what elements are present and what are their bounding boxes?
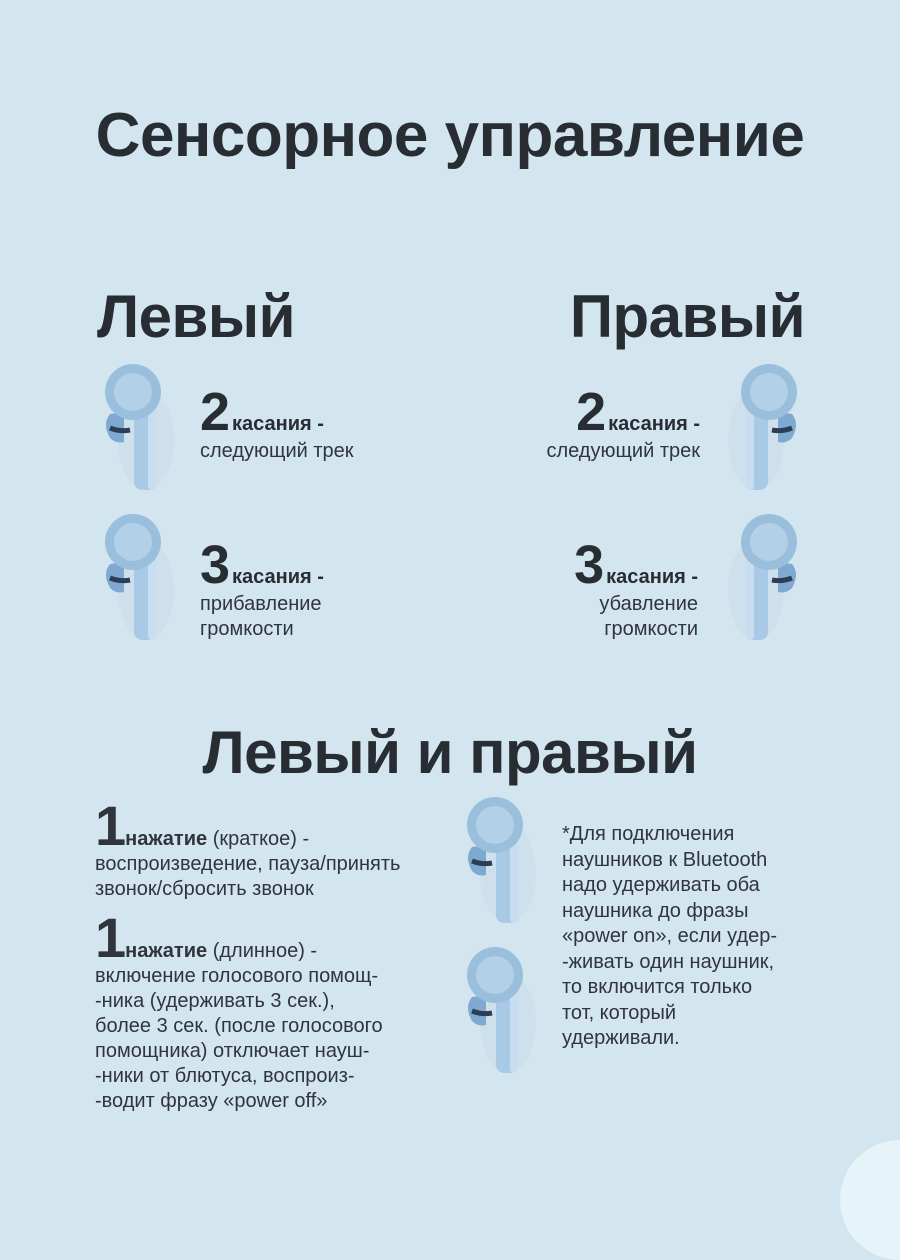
earbud-icon [462, 945, 542, 1075]
press-line: включение голосового помощ- [95, 965, 379, 987]
long-press-block [95, 906, 435, 1114]
note-line: то включится только [562, 976, 753, 998]
press-label: нажатие [125, 828, 208, 850]
press-line: более 3 сек. (после голосового [95, 1015, 383, 1037]
gesture-description: следующий трек [200, 440, 354, 462]
tap-label: касания - [232, 566, 324, 588]
tap-count: 3 [200, 535, 230, 595]
gesture-description: прибавление [200, 593, 322, 615]
gesture-description: громкости [604, 618, 698, 640]
press-label: нажатие [125, 940, 208, 962]
note-line: тот, который [562, 1001, 677, 1024]
short-press-block [95, 794, 435, 902]
note-line: «power on», если удер- [562, 925, 778, 947]
tap-count: 2 [200, 382, 230, 442]
left-heading: Левый [97, 283, 295, 350]
note-line: надо удерживать оба [562, 874, 760, 896]
page-title: Сенсорное управление [95, 101, 805, 170]
corner-decoration [840, 1140, 900, 1260]
press-line: -ники от блютуса, воспроиз- [95, 1065, 355, 1087]
tap-label: касания - [232, 413, 324, 435]
right-earbud-icon [722, 362, 802, 492]
press-count: 1 [95, 794, 126, 857]
right-earbud-icon [722, 512, 802, 642]
tap-count: 3 [574, 535, 604, 595]
note-line: удерживали. [562, 1027, 680, 1049]
gesture-description: убавление [599, 593, 698, 615]
press-line: -водит фразу «power off» [95, 1090, 328, 1112]
tap-label: касания - [608, 413, 700, 435]
right-gesture-triple-tap [458, 535, 698, 642]
note-line: наушников к Bluetooth [562, 848, 768, 871]
press-line: звонок/сбросить звонок [95, 878, 314, 900]
note-line: -живать один наушник, [562, 950, 775, 973]
left-earbud-icon [100, 362, 180, 492]
press-line: помощника) отключает науш- [95, 1040, 370, 1062]
bluetooth-note [562, 822, 822, 1052]
earbud-icon [462, 795, 542, 925]
note-line: *Для подключения [562, 823, 735, 845]
right-heading: Правый [569, 283, 805, 350]
right-gesture-double-tap [460, 382, 700, 464]
press-line: (краткое) - [212, 828, 310, 850]
gesture-description: громкости [200, 618, 294, 640]
both-heading: Левый и правый [202, 719, 698, 786]
press-line: воспроизведение, пауза/принять [95, 853, 401, 875]
left-earbud-icon [100, 512, 180, 642]
tap-label: касания - [606, 566, 698, 588]
note-line: наушника до фразы [562, 899, 749, 922]
gesture-description: следующий трек [546, 440, 700, 462]
left-gesture-double-tap [200, 382, 440, 464]
press-line: -ника (удерживать 3 сек.), [95, 990, 335, 1012]
tap-count: 2 [576, 382, 606, 442]
press-line: (длинное) - [212, 940, 318, 962]
press-count: 1 [95, 906, 126, 969]
left-gesture-triple-tap [200, 535, 440, 642]
